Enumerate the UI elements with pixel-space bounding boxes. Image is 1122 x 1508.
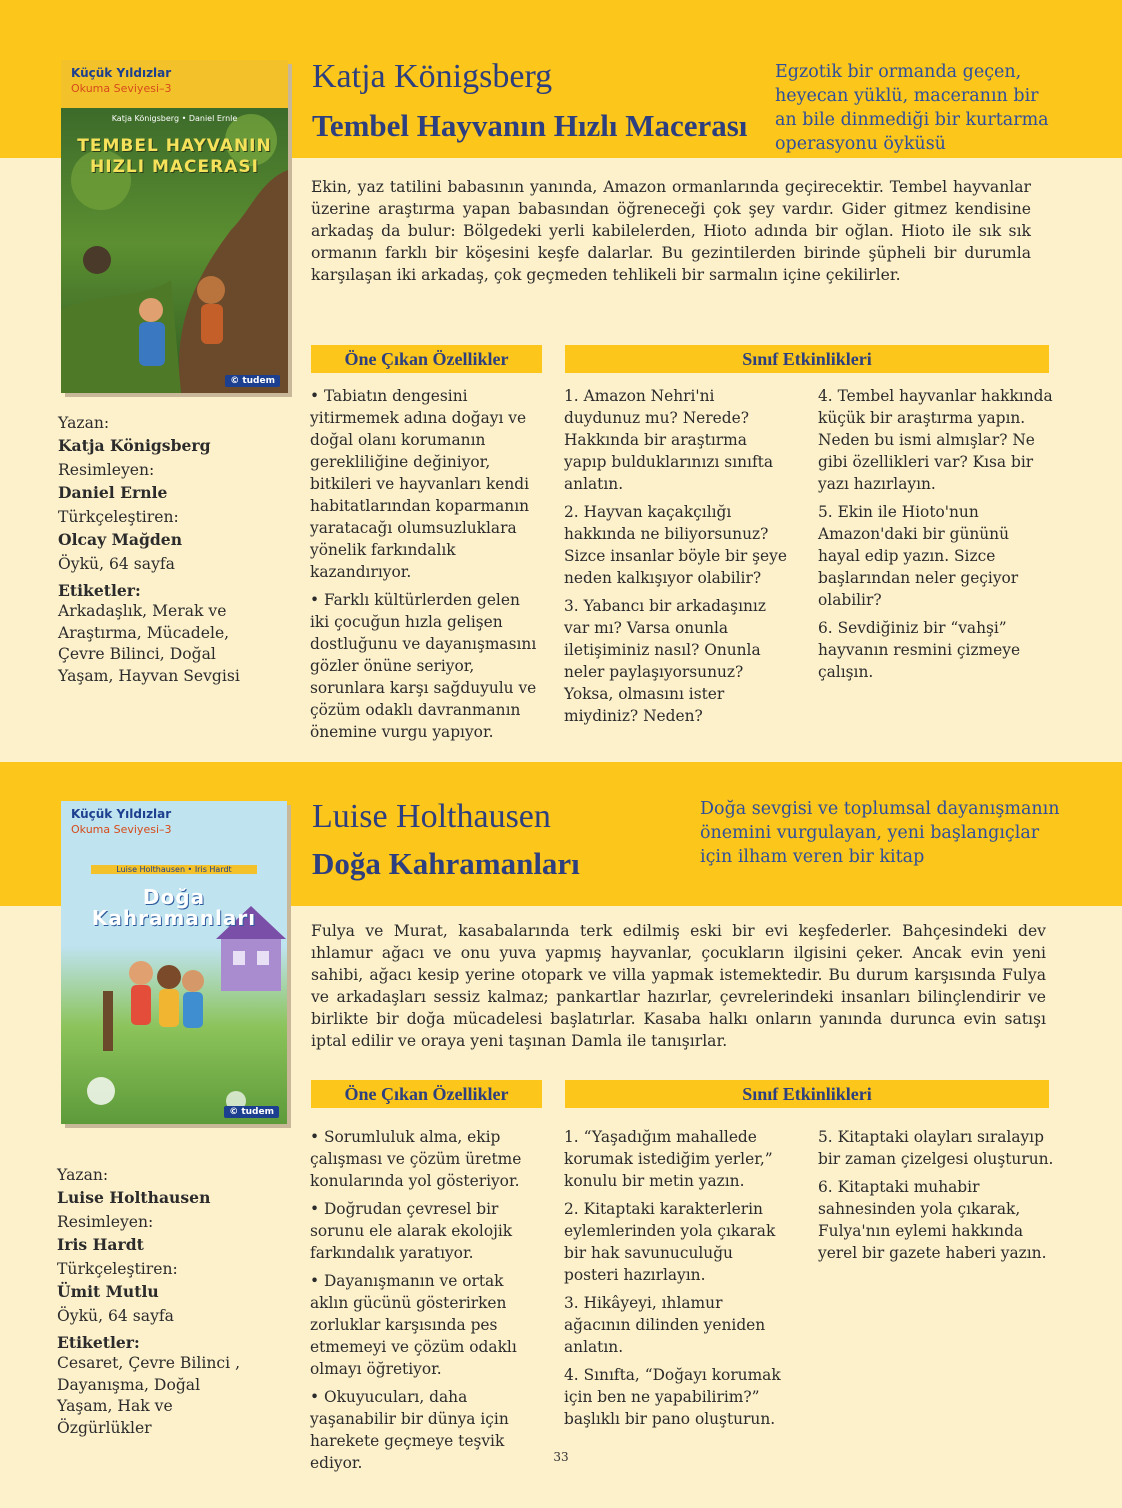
book-synopsis-2: Fulya ve Murat, kasabalarında terk edilmiş eski bir evi keşfederler. Bahçesindeki dev ıhlamur ağacı ve onu yuva yapmış hayvanlar, çocukların ilgisini çeker. Ancak evin yeni sahibi, ağacı kesip yerine otopark ve villa yapmak istemektedir. Bu durum karşısında Fulya ve arkadaşları sessiz kalmaz; pankartlar hazırlar, çevrelerindeki insanları bilinçlendirir ve birlikte bir doğa mücadelesi başlatırlar. Kasaba halkı onların yanında durunca evin satışı iptal edilir ve oraya yeni taşınan Damla ile tanışırlar. — [311, 922, 1046, 1050]
activities-left-2 — [564, 1126, 792, 1436]
activity-item: 5. Kitaptaki olayları sıralayıp bir zaman çizelgesi oluşturun. — [818, 1128, 1054, 1168]
publisher-logo-2: © tudem — [224, 1106, 279, 1118]
publisher-logo-1: © tudem — [225, 375, 280, 387]
activities-header-2: Sınıf Etkinlikleri — [565, 1080, 1049, 1108]
cover-authors-2: Luise Holthausen • Iris Hardt — [91, 865, 257, 874]
book-tagline-2: Doğa sevgisi ve toplumsal dayanışmanın önemini vurgulayan, yeni başlangıçlar için ilham veren bir kitap — [700, 799, 1060, 867]
meta-label: Resimleyen: — [57, 1213, 154, 1231]
meta-translator: Ümit Mutlu — [57, 1281, 159, 1301]
meta-tags: Cesaret, Çevre Bilinci , Dayanışma, Doğal Yaşam, Hak ve Özgürlükler — [57, 1354, 241, 1437]
meta-genre: Öykü, 64 sayfa — [57, 1307, 174, 1325]
book-meta-2 — [57, 1165, 257, 1439]
cover-illustration-1 — [61, 60, 288, 393]
cover-brand-2: Küçük Yıldızlar Okuma Seviyesi–3 — [71, 807, 172, 836]
meta-tags: Arkadaşlık, Merak ve Araştırma, Mücadele, Çevre Bilinci, Doğal Yaşam, Hayvan Sevgisi — [58, 602, 240, 685]
meta-illustrator: Iris Hardt — [57, 1234, 144, 1254]
page-number: 33 — [553, 1450, 569, 1464]
meta-label: Yazan: — [57, 1166, 109, 1184]
feature-item: • Doğrudan çevresel bir sorunu ele alarak ekolojik farkındalık yaratıyor. — [310, 1200, 513, 1262]
meta-translator: Olcay Mağden — [58, 529, 183, 549]
cover-brand-1: Küçük Yıldızlar Okuma Seviyesi–3 — [71, 66, 172, 95]
activity-item: 6. Kitaptaki muhabir sahnesinden yola çıkarak, Fulya'nın eylemi hakkında yerel bir gazete haberi yazın. — [818, 1178, 1047, 1262]
book-tagline-1: Egzotik bir ormanda geçen, heyecan yüklü, maceranın bir an bile dinmediği bir kurtarma operasyonu öyküsü — [775, 62, 1049, 154]
meta-genre: Öykü, 64 sayfa — [58, 555, 175, 573]
cover-title-2: Doğa Kahramanları — [91, 885, 257, 930]
feature-item: • Okuyucuları, daha yaşanabilir bir dünya için harekete geçmeye teşvik ediyor. — [310, 1388, 509, 1472]
features-list-2 — [310, 1126, 542, 1480]
meta-author: Katja Königsberg — [58, 435, 211, 455]
cover-illustration-2 — [61, 801, 287, 1124]
activities-right-2 — [818, 1126, 1054, 1270]
activities-right-1 — [818, 385, 1054, 689]
activity-item: 1. “Yaşadığım mahallede korumak istediğim yerler,” konulu bir metin yazın. — [564, 1128, 773, 1190]
features-list-1 — [310, 385, 538, 749]
activity-item: 4. Sınıfta, “Doğayı korumak için ben ne yapabilirim?” başlıklı bir pano oluşturun. — [564, 1366, 781, 1428]
book-title-2: Doğa Kahramanları — [312, 846, 580, 881]
book-cover-2 — [61, 801, 287, 1124]
feature-item: • Dayanışmanın ve ortak aklın gücünü gösterirken zorluklar karşısında pes etmemeyi ve çözüm odaklı olmayı öğretiyor. — [310, 1272, 517, 1378]
features-header-2: Öne Çıkan Özellikler — [311, 1080, 542, 1108]
activity-item: 2. Kitaptaki karakterlerin eylemlerinden yola çıkarak bir hak savunuculuğu posteri hazırlayın. — [564, 1200, 776, 1284]
meta-label: Resimleyen: — [58, 461, 155, 479]
activity-item: 3. Yabancı bir arkadaşınız var mı? Varsa onunla iletişiminiz nasıl? Onunla neler paylaşıyorsunuz? Yoksa, olmasını ister miydiniz? Neden? — [564, 597, 766, 725]
meta-label: Yazan: — [58, 414, 110, 432]
activity-item: 6. Sevdiğiniz bir “vahşi” hayvanın resmini çizmeye çalışın. — [818, 619, 1021, 681]
feature-item: • Farklı kültürlerden gelen iki çocuğun hızla gelişen dostluğunu ve dayanışmasını gözler önüne seriyor, sorunlara karşı sağduyulu ve çözüm odaklı davranmanın önemine vurgu yapıyor. — [310, 591, 537, 741]
meta-tags-label: Etiketler: — [57, 1332, 140, 1352]
meta-label: Türkçeleştiren: — [58, 508, 179, 526]
activity-item: 4. Tembel hayvanlar hakkında küçük bir araştırma yapın. Neden bu ismi almışlar? Ne gibi özellikleri var? Kısa bir yazı hazırlayın. — [818, 387, 1053, 493]
book-author-1: Katja Königsberg — [312, 58, 553, 95]
meta-tags-label: Etiketler: — [58, 580, 141, 600]
meta-author: Luise Holthausen — [57, 1187, 211, 1207]
cover-authors-1: Katja Königsberg • Daniel Ernle — [111, 114, 238, 123]
meta-label: Türkçeleştiren: — [57, 1260, 178, 1278]
meta-illustrator: Daniel Ernle — [58, 482, 168, 502]
activity-item: 5. Ekin ile Hioto'nun Amazon'daki bir gününü hayal edip yazın. Sizce başlarından neler geçiyor olabilir? — [818, 503, 1019, 609]
feature-item: • Tabiatın dengesini yitirmemek adına doğayı ve doğal olanı korumanın gerekliliğine değiniyor, bitkileri ve hayvanları kendi habitatlarından koparmanın yaratacağı olumsuzluklara yönelik farkındalık kazandırıyor. — [310, 387, 530, 581]
book-synopsis-1: Ekin, yaz tatilini babasının yanında, Amazon ormanlarında geçirecektir. Tembel hayvanlar üzerine araştırma yapan babasından öğreneceği çok şey vardır. Gider gitmez kendisine arkadaş da bulur: Bölgedeki yerli kabilelerden, Hioto adında bir oğlan. Hioto ile sık sık ormanın farklı bir köşesini keşfe dalarlar. Bu gezintilerden birinde şüpheli bir durumla karşılaşan iki arkadaş, çok geçmeden tehlikeli bir sarmalın içine çekilirler. — [311, 178, 1031, 284]
activity-item: 2. Hayvan kaçakçılığı hakkında ne biliyorsunuz? Sizce insanlar böyle bir şeye neden kalkışıyor olabilir? — [564, 503, 787, 587]
features-header-1: Öne Çıkan Özellikler — [311, 345, 542, 373]
book-title-1: Tembel Hayvanın Hızlı Macerası — [312, 108, 748, 143]
feature-item: • Sorumluluk alma, ekip çalışması ve çözüm üretme konularında yol gösteriyor. — [310, 1128, 522, 1190]
book-author-2: Luise Holthausen — [312, 798, 551, 835]
activity-item: 1. Amazon Nehri'ni duydunuz mu? Nerede? Hakkında bir araştırma yapıp bulduklarınızı sınıfta anlatın. — [564, 387, 774, 493]
activity-item: 3. Hikâyeyi, ıhlamur ağacının dilinden yeniden anlatın. — [564, 1294, 766, 1356]
book-cover-1 — [61, 60, 288, 393]
cover-title-1: TEMBEL HAYVANIN HIZLI MACERASI — [77, 136, 272, 177]
activities-header-1: Sınıf Etkinlikleri — [565, 345, 1049, 373]
activities-left-1 — [564, 385, 794, 733]
book-meta-1 — [58, 413, 258, 687]
